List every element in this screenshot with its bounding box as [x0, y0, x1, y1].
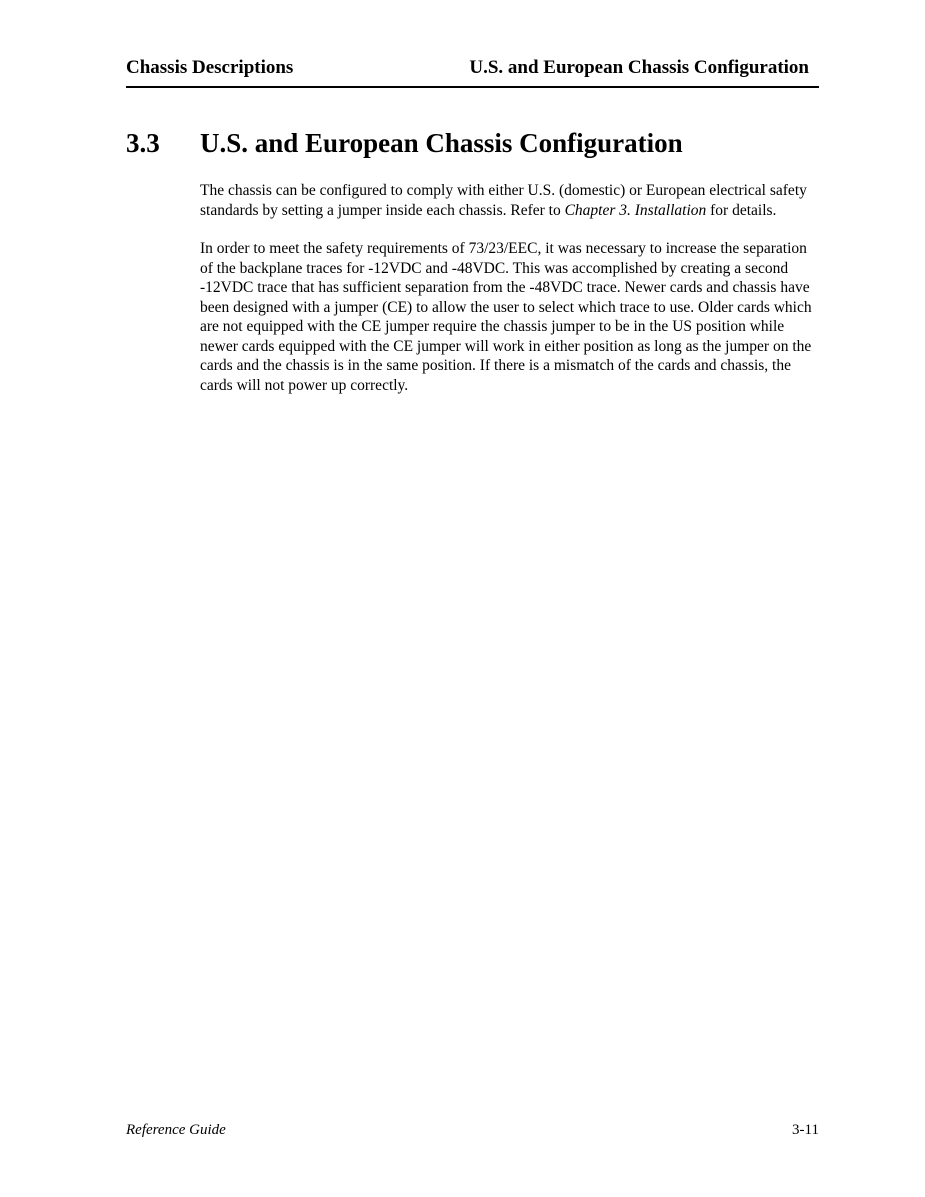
header-section-title: U.S. and European Chassis Configuration: [469, 57, 809, 78]
section-number: 3.3: [126, 128, 160, 158]
footer-document-title: Reference Guide: [126, 1122, 226, 1138]
running-header: [126, 56, 819, 88]
paragraph1-text-before: The chassis can be configured to comply with either U.S. (domestic) or European electrical safety standards by setting a jumper inside each chassis. Refer to: [200, 182, 807, 219]
paragraph-safety-requirements: In order to meet the safety requirements of 73/23/EEC, it was necessary to increase the separation of the backplane traces for -12VDC and -48VDC. This was accomplished by creating a second -12VDC trace that has sufficient separation from the -48VDC trace. Newer cards and chassis have been designed with a jumper (CE) to allow the user to select which trace to use. Older cards which are not equipped with the CE jumper require the chassis jumper to be in the US position while newer cards equipped with the CE jumper will work in either position as long as the jumper on the cards and the chassis is in the same position. If there is a mismatch of the cards and chassis, the cards will not power up correctly.: [200, 240, 812, 394]
chapter-reference: Chapter 3. Installation: [564, 201, 707, 219]
paragraph1-text-after: for details.: [706, 201, 777, 219]
header-chapter-title: Chassis Descriptions: [126, 57, 294, 78]
body-text: [200, 181, 820, 414]
paragraph-configuration: [200, 181, 820, 220]
footer-page-number: 3-11: [792, 1122, 819, 1138]
section-heading: [126, 128, 683, 159]
section-title: U.S. and European Chassis Configuration: [200, 128, 683, 158]
